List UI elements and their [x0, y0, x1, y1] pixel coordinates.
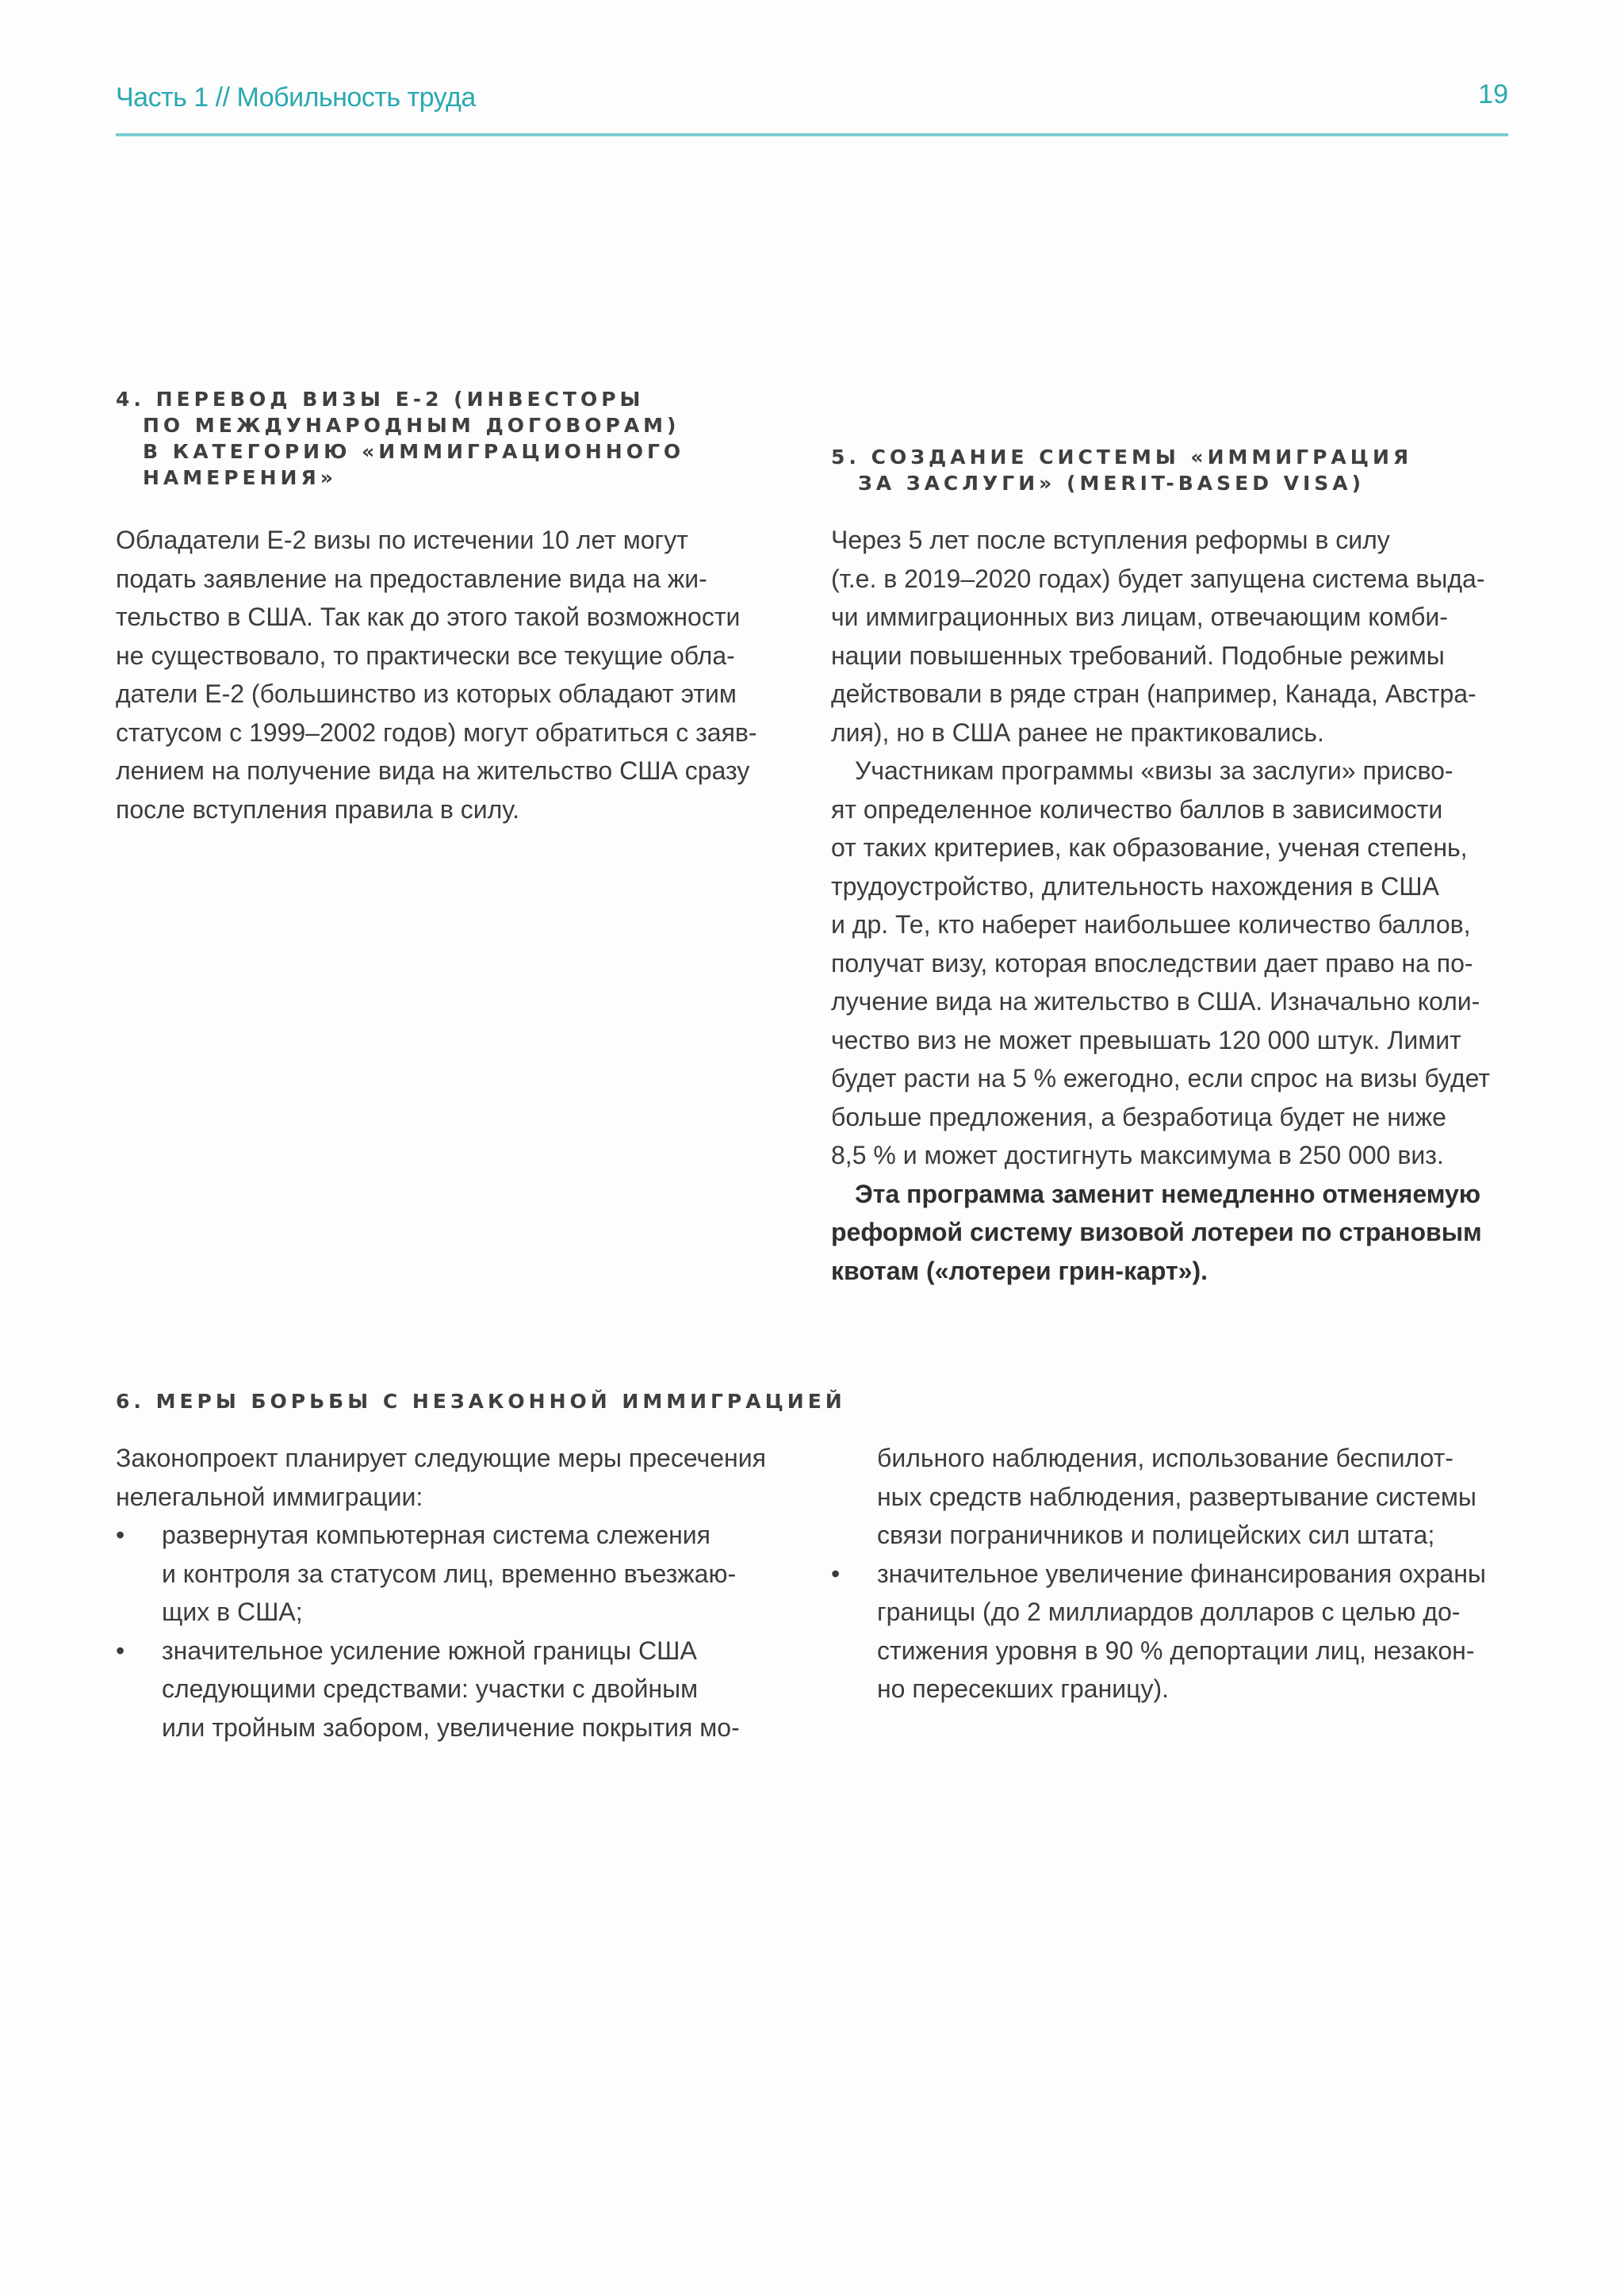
- section-6-right-column: [831, 1439, 1486, 1709]
- bullet-continuation: [831, 1632, 1486, 1670]
- text-line: подать заявление на предоставление вида на жи-: [116, 564, 707, 593]
- text-line: ных средств наблюдения, развертывание системы: [877, 1482, 1477, 1511]
- section-5-heading: [831, 444, 1412, 496]
- text-line: от таких критериев, как образование, ученая степень,: [831, 833, 1468, 862]
- bullet-continuation: [116, 1555, 766, 1594]
- bullet-item: [116, 1516, 766, 1555]
- bullet-continuation: [831, 1478, 1486, 1517]
- text-line: чи иммиграционных виз лицам, отвечающим комби-: [831, 603, 1448, 631]
- text-line: развернутая компьютерная система слежения: [162, 1521, 710, 1549]
- heading-line: ПО МЕЖДУНАРОДНЫМ ДОГОВОРАМ): [143, 414, 680, 437]
- section-6-left-column: [116, 1439, 766, 1747]
- text-line: бильного наблюдения, использование беспилот-: [877, 1444, 1454, 1472]
- text-line: действовали в ряде стран (например, Канада, Австра-: [831, 679, 1477, 708]
- text-line: стижения уровня в 90 % депортации лиц, незакон-: [877, 1636, 1475, 1665]
- section-4-heading: [116, 386, 684, 491]
- bullet-continuation: [831, 1516, 1486, 1555]
- emphasis-line: Эта программа заменит немедленно отменяемую: [855, 1179, 1481, 1208]
- text-line: Законопроект планирует следующие меры пресечения: [116, 1444, 766, 1472]
- text-line: связи пограничников и полицейских сил штата;: [877, 1521, 1435, 1549]
- text-line: Участникам программы «визы за заслуги» присво-: [855, 756, 1454, 785]
- text-line: будет расти на 5 % ежегодно, если спрос на визы будет: [831, 1064, 1491, 1093]
- text-line: и др. Те, кто наберет наибольшее количество баллов,: [831, 910, 1471, 939]
- text-line: трудоустройство, длительность нахождения в США: [831, 871, 1439, 901]
- bullet-continuation: [831, 1439, 1486, 1478]
- header-divider: [116, 133, 1508, 136]
- heading-line: 6. МЕРЫ БОРЬБЫ С НЕЗАКОННОЙ ИММИГРАЦИЕЙ: [116, 1390, 846, 1413]
- page-number: 19: [1478, 79, 1508, 109]
- emphasis-line: реформой систему визовой лотереи по страновым: [831, 1218, 1482, 1246]
- text-line: 8,5 % и может достигнуть максимума в 250 000 виз.: [831, 1141, 1444, 1169]
- bullet-continuation: [116, 1593, 766, 1632]
- heading-line: ЗА ЗАСЛУГИ» (MERIT-BASED VISA): [858, 472, 1365, 495]
- text-line: (т.е. в 2019–2020 годах) будет запущена система выда-: [831, 564, 1485, 593]
- text-line: получат визу, которая впоследствии дает право на по-: [831, 948, 1473, 978]
- text-line: Обладатели Е-2 визы по истечении 10 лет могут: [116, 526, 688, 554]
- text-line: значительное усиление южной границы США: [162, 1636, 697, 1665]
- text-line: статусом с 1999–2002 годов) могут обратиться с заяв-: [116, 718, 757, 747]
- bullet-continuation: [831, 1593, 1486, 1632]
- text-line: следующими средствами: участки с двойным: [162, 1674, 699, 1703]
- emphasis-line: квотам («лотереи грин-карт»).: [831, 1256, 1208, 1285]
- bullet-icon: •: [116, 1636, 125, 1665]
- text-line: ят определенное количество баллов в зависимости: [831, 794, 1443, 824]
- text-line: больше предложения, а безработица будет не ниже: [831, 1102, 1446, 1131]
- text-line: нелегальной иммиграции:: [116, 1482, 423, 1511]
- bullet-continuation: [116, 1670, 766, 1709]
- bullet-continuation: [116, 1709, 766, 1747]
- heading-line: 5. СОЗДАНИЕ СИСТЕМЫ «ИММИГРАЦИЯ: [831, 446, 1413, 469]
- text-line: значительное увеличение финансирования охраны: [877, 1559, 1486, 1588]
- text-line: чество виз не может превышать 120 000 штук. Лимит: [831, 1025, 1461, 1054]
- text-line: границы (до 2 миллиардов долларов с целью до-: [877, 1598, 1461, 1626]
- text-line: лучение вида на жительство в США. Изначально коли-: [831, 987, 1480, 1016]
- heading-line: В КАТЕГОРИЮ «ИММИГРАЦИОННОГО: [143, 440, 685, 463]
- section-4-body: [116, 521, 757, 828]
- text-line: лением на получение вида на жительство США сразу: [116, 756, 750, 785]
- section-6-heading: [116, 1388, 846, 1414]
- text-line: лия), но в США ранее не практиковались.: [831, 718, 1324, 747]
- text-line: или тройным забором, увеличение покрытия мо-: [162, 1712, 740, 1742]
- text-line: щих в США;: [162, 1598, 303, 1626]
- bullet-icon: •: [831, 1559, 841, 1588]
- text-line: не существовало, то практически все текущие обла-: [116, 641, 735, 670]
- bullet-continuation: [831, 1670, 1486, 1709]
- bullet-item: [116, 1632, 766, 1670]
- bullet-icon: •: [116, 1521, 125, 1549]
- text-line: Через 5 лет после вступления реформы в силу: [831, 526, 1390, 554]
- text-line: датели Е-2 (большинство из которых обладают этим: [116, 679, 737, 708]
- text-line: тельство в США. Так как до этого такой возможности: [116, 603, 741, 631]
- heading-line: НАМЕРЕНИЯ»: [143, 466, 337, 489]
- section-title: Часть 1 // Мобильность труда: [116, 82, 476, 113]
- text-line: но пересекших границу).: [877, 1674, 1169, 1703]
- text-line: и контроля за статусом лиц, временно въезжаю-: [162, 1559, 737, 1588]
- section-5-body: [831, 521, 1490, 1290]
- bullet-item: [831, 1555, 1486, 1594]
- heading-line: 4. ПЕРЕВОД ВИЗЫ Е-2 (ИНВЕСТОРЫ: [116, 388, 645, 411]
- text-line: после вступления правила в силу.: [116, 794, 519, 824]
- text-line: нации повышенных требований. Подобные режимы: [831, 641, 1445, 670]
